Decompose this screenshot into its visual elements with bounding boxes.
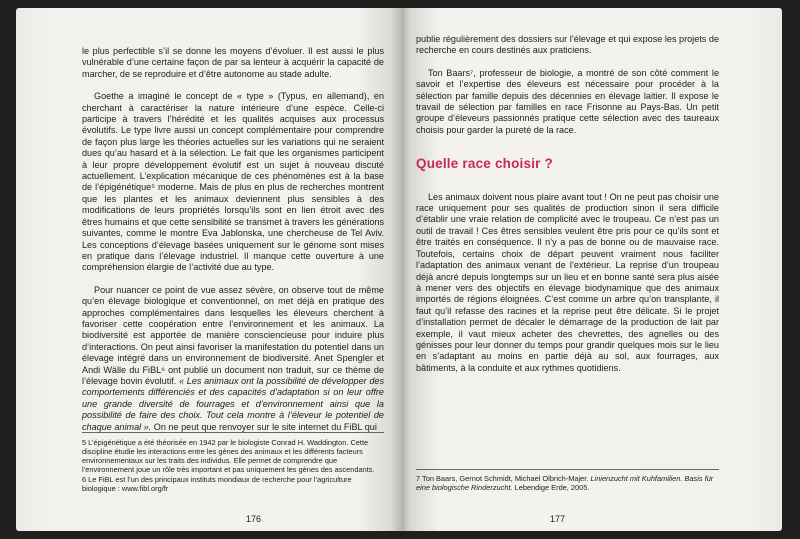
left-page — [16, 8, 402, 531]
page-number: 177 — [550, 514, 566, 524]
footnote: 6 Le FiBL est l’un des principaux instituts mondiaux de recherche pour l’agriculture biologique : www.fibl.org/fr — [82, 475, 352, 494]
footnote: 5 L’épigénétique a été théorisée en 1942 par le biologiste Conrad H. Waddington. Cette discipline étudie les interactions entre les gènes des animaux et les différents facteurs environnementaux sur les traits des individus. Elle permet de comprendre que l’environnement joue un rôle très important et pas uniquement les gènes des ascendants. — [82, 438, 375, 475]
paragraph-text: Pour nuancer ce point de vue assez sévère, on observe tout de même qu’en élevage biologique et conventionnel, on met déjà en pratique des approches complémentaires dans lesquelles les éleveurs cherchent à favoriser cette coopération entre l’environnement et les animaux. La biodiversité est apportée de manière consciencieuse pour induire plus d’interactions. On peut ainsi favoriser la manifestation du potentiel dans un élevage intégré dans un environnement de biodiversité. Anet Spengler et Andi Wälle du FiBL⁶ ont publié un document non traduit, sur ce thème de l’élevage bovin évolutif. — [82, 284, 384, 386]
right-page — [402, 8, 782, 531]
footnote-rule — [82, 432, 384, 433]
footnote — [416, 474, 719, 492]
footnote-text: . Lebendige Erde, 2005. — [510, 483, 590, 493]
page-number: 176 — [246, 514, 262, 524]
paragraph — [82, 285, 384, 433]
paragraph: Les animaux doivent nous plaire avant tout ! On ne peut pas choisir une race uniquement pour ses qualités de production sinon il sera difficile d’établir une vraie relation de complicité avec le troupeau. Ce n’est pas un outil de travail ! Ces êtres sensibles veulent être pris pour ce qu’ils sont et être traités en conséquence. Il n’y a pas de bonne ou de mauvaise race. Toutefois, certains choix de départ peuvent vraiment nous faciliter l’adaptation des animaux venant de l’extérieur. La reprise d’un troupeau déjà ancré depuis longtemps sur un lieu et en bonne santé sera plus aisée à mener vers des objectifs en élevage biodynamique que des animaux importés de régions éloignées. C’est comme un arbre qu’on transplante, il faut qu’il refasse des racines et la reprise peut être délicate. Si le projet d’installation permet de décaler le démarrage de la production de lait par exemple, il vaut mieux acheter des chevrettes, des agnelles ou des génisses pour leur donner du temps pour grandir quelques mois sur le lieu en s’adaptant au moins en partie déjà au sol, aux fourrages, aux bâtiments, à la conduite et aux rythmes quotidiens. — [416, 191, 719, 373]
footnote-rule — [416, 469, 719, 470]
section-heading: Quelle race choisir ? — [416, 156, 554, 172]
paragraph-text: On ne peut que renvoyer sur le site internet du FiBL qui — [151, 421, 377, 432]
paragraph: Goethe a imaginé le concept de « type » (Typus, en allemand), en cherchant à caractériser la nature intérieure d’une espèce. Celle-ci participe à travers l’hérédité et les qualités acquises aux processus évolutifs. Le type livre aussi un concept complémentaire pour comprendre de façon plus large les théories actuelles sur les variations qui ne seraient dues qu’au hasard et à la sélection. Le fait que les organismes participent à leur propre développement évolutif est un sujet à nouveau discuté actuellement. L’explication mécanique de ces phénomènes est à la base de l’épigénétique⁵ moderne. Mais de plus en plus de recherches montrent que les plantes et les animaux deviennent plus sensibles à des modifications de leurs propriétés lorsqu’ils sont en lien étroit avec des êtres humains et que cette sensibilité se transmet à travers les générations suivantes, comme le montre Eva Jablonska, une chercheuse de Tel Aviv. Les conceptions d’élevage basées uniquement sur le génome sont mises en pratique dans l’élevage industriel. Il manque cette ouverture à une compréhension élargie de l’activité due au type. — [82, 91, 384, 273]
quote: « Les animaux ont la possibilité de développer des comportements différenciés et des capacités d’adaptation si on leur offre une grande diversité de fourrages et d’environnement ainsi que la possibilité de faire des choix. Tout cela montre à l’éleveur le potentiel de chaque animal ». — [82, 375, 385, 432]
footnotes — [82, 438, 384, 495]
paragraph: Ton Baars⁷, professeur de biologie, a montré de son côté comment le savoir et l’expertise des éleveurs est nécessaire pour procéder à la sélection par famille depuis des décennies en élevage laitier. Il expose le travail de sélection par familles en race Frisonne au Pays-Bas. Un petit groupe d’éleveurs passionnés pratique cette sélection avec des taureaux choisis pour garder la pureté de la race. — [416, 67, 719, 135]
paragraph: publie régulièrement des dossiers sur l’élevage et qui expose les projets de recherche en cours destinés aux praticiens. — [416, 34, 719, 56]
footnote-text: 7 Ton Baars, Gernot Schmidt, Michael Olbrich-Majer. — [416, 474, 591, 483]
footnote-title: Linienzucht mit Kuhfamilien. Basis für eine biologische Rinderzucht — [416, 474, 714, 493]
right-page-body — [416, 34, 719, 374]
left-page-body — [82, 46, 384, 433]
footnotes — [416, 474, 719, 493]
paragraph: le plus perfectible s’il se donne les moyens d’évoluer. Il est aussi le plus vulnérable d’une certaine façon de par sa lenteur à acquérir la capacité de marcher, de se reproduire et d’être autonome au stade adulte. — [82, 46, 384, 79]
